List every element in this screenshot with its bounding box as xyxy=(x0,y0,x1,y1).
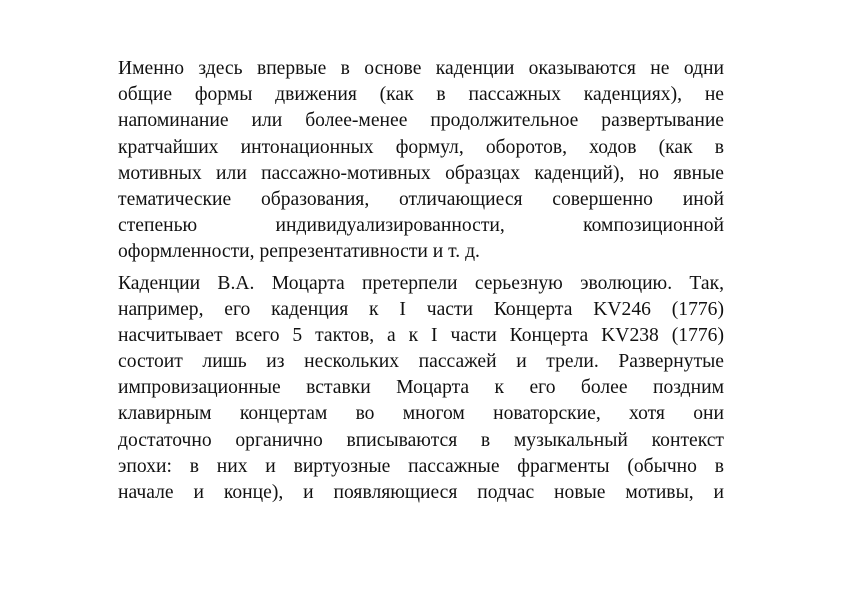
text-line: Каденции В.А. Моцарта претерпели серьезную эволюцию. Так, xyxy=(118,272,724,294)
body-text xyxy=(118,56,724,506)
text-line: начале и конце), и появляющиеся подчас новые мотивы, и xyxy=(118,482,724,503)
text-line: напоминание или более-менее продолжительное развертывание xyxy=(118,110,724,132)
text-line: оформленности, репрезентативности и т. д. xyxy=(118,241,480,263)
text-line: клавирным концертам во многом новаторские, хотя они xyxy=(118,403,724,425)
text-line: Именно здесь впервые в основе каденции оказываются не одни xyxy=(118,58,724,79)
text-line: тематические образования, отличающиеся совершенно иной xyxy=(118,188,724,210)
text-line: импровизационные вставки Моцарта к его более поздним xyxy=(118,377,724,399)
text-line: состоит лишь из нескольких пассажей и трели. Развернутые xyxy=(118,351,724,373)
paragraph-cadenza-thematic xyxy=(118,56,724,266)
text-line: например, его каденция к I части Концерта KV246 (1776) xyxy=(118,298,724,320)
text-line: насчитывает всего 5 тактов, а к I части Концерта KV238 (1776) xyxy=(118,324,724,346)
text-line: кратчайших интонационных формул, оборотов, ходов (как в xyxy=(118,136,724,158)
text-line: эпохи: в них и виртуозные пассажные фрагменты (обычно в xyxy=(118,455,724,477)
text-line: достаточно органично вписываются в музыкальный контекст xyxy=(118,429,724,451)
text-line: общие формы движения (как в пассажных каденциях), не xyxy=(118,84,724,106)
paragraph-mozart-cadenzas xyxy=(118,271,724,507)
text-line: степенью индивидуализированности, композиционной xyxy=(118,215,724,237)
text-line: мотивных или пассажно-мотивных образцах каденций), но явные xyxy=(118,162,724,184)
